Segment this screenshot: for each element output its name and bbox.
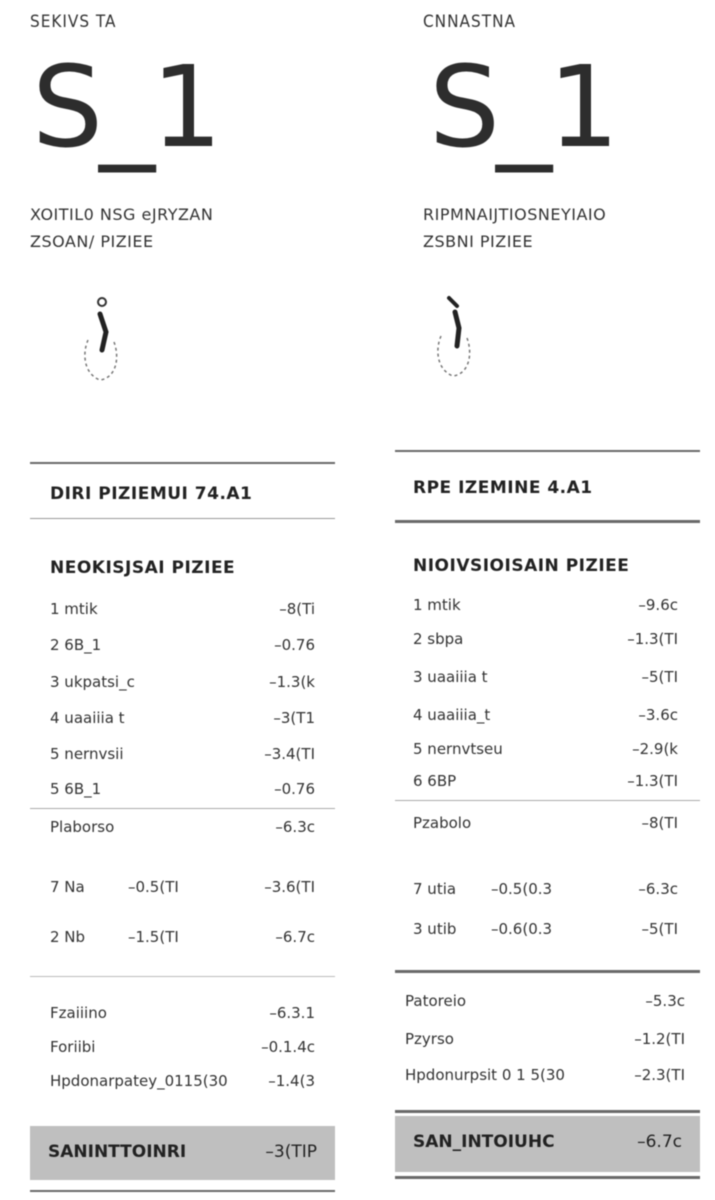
total-value: –6.7c: [637, 1132, 682, 1152]
hand-pointer-icon: [431, 288, 477, 384]
hand-pointer-icon: [78, 292, 124, 388]
divider: [395, 450, 700, 452]
receipt-left: SEKIVS TA S_1 XOITIL0 NSG eJRYZAN ZSOAN/ PIZIEE DIRI PIZIEMUI 74.A1 NEOKISJSAI PIZIEE 1 mtik –8(Ti 2 6B_1 –0.76 3 ukpatsi_c –1.3(k 4 uaaiiia t –3(T1 5 nernvsii –3.4(TI 5 6B_1 –0.76 Plaborso –6.3c 7 Na –0.5(TI –3.6(TI 2 Nb –1.5(TI –6.7c Fzaiiino –6.3.1 Foriibi –0.1.4c Hpdonarpatey_0115(30 –1.4(3 SANINTTOINRI –3(TIP: [30, 0, 335, 1200]
receipt-right: CNNASTNA S_1 RIPMNAIJTIOSNEYIAIO ZSBNI PIZIEE RPE IZEMINE 4.A1 NIOIVSIOISAIN PIZIEE 1 mtik –9.6c 2 sbpa –1.3(TI 3 uaaiiia t –5(TI 4 uaaiiia_t –3.6c 5 nernvtseu –2.9(k 6 6BP –1.3(TI Pzabolo –8(TI 7 utia –0.5(0.3 –6.3c 3 utib –0.6(0.3 –5(TI Patoreio –5.3c Pzyrso –1.2(TI Hpdonurpsit 0 1 5(30 –2.3(TI SAN_INTOIUHC –6.7c: [395, 0, 700, 1200]
receipt-header: RPE IZEMINE 4.A1: [413, 478, 593, 498]
divider: [395, 520, 700, 523]
divider: [30, 462, 335, 464]
divider: [30, 808, 335, 809]
section-title: NIOIVSIOISAIN PIZIEE: [413, 556, 630, 576]
receipt-subline-1: XOITIL0 NSG eJRYZAN: [30, 205, 214, 224]
receipt-subline-2: ZSOAN/ PIZIEE: [30, 232, 154, 251]
divider: [30, 518, 335, 519]
receipt-header: DIRI PIZIEMUI 74.A1: [50, 484, 253, 504]
section-title: NEOKISJSAI PIZIEE: [50, 558, 236, 578]
total-value: –3(TIP: [265, 1142, 317, 1162]
receipt-brand: CNNASTNA: [423, 12, 516, 32]
total-label: SAN_INTOIUHC: [413, 1132, 555, 1152]
total-bar: [395, 1116, 700, 1172]
divider: [30, 1190, 335, 1192]
divider: [395, 800, 700, 801]
receipt-subline-2: ZSBNI PIZIEE: [423, 232, 534, 251]
total-label: SANINTTOINRI: [48, 1142, 187, 1162]
receipt-brand: SEKIVS TA: [30, 12, 117, 32]
receipt-logo: S_1: [429, 43, 616, 173]
total-bar: [30, 1126, 335, 1180]
divider: [395, 1110, 700, 1113]
receipt-logo: S_1: [32, 43, 219, 173]
receipt-subline-1: RIPMNAIJTIOSNEYIAIO: [423, 205, 607, 224]
divider: [30, 976, 335, 977]
divider: [395, 1176, 700, 1179]
divider: [395, 970, 700, 973]
